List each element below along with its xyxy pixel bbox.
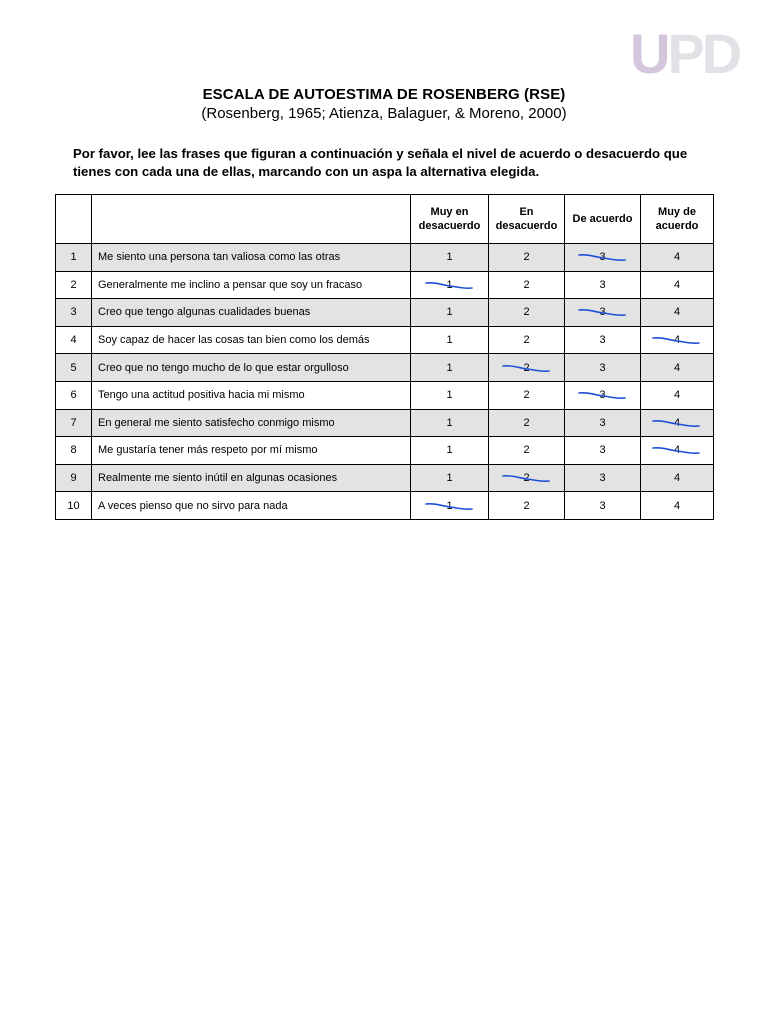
option-value: 1 <box>446 306 453 319</box>
option-cell-1[interactable] <box>411 492 489 520</box>
option-value: 2 <box>523 334 530 347</box>
option-value: 4 <box>673 361 681 374</box>
option-value: 4 <box>673 306 681 319</box>
logo-letters-pd: PD <box>667 22 740 85</box>
table-row <box>56 244 714 272</box>
table-row <box>56 492 714 520</box>
option-value: 3 <box>599 361 606 374</box>
row-number: 7 <box>56 409 92 437</box>
option-value: 2 <box>523 499 530 512</box>
option-cell-1[interactable] <box>411 326 489 354</box>
option-value: 2 <box>523 444 530 457</box>
table-row <box>56 409 714 437</box>
row-number: 6 <box>56 381 92 409</box>
row-number: 9 <box>56 464 92 492</box>
option-value: 1 <box>446 389 453 402</box>
table-row <box>56 381 714 409</box>
option-cell-4[interactable] <box>641 354 714 382</box>
option-value: 2 <box>523 361 530 374</box>
option-cell-1[interactable] <box>411 244 489 272</box>
row-number: 4 <box>56 326 92 354</box>
row-statement: Soy capaz de hacer las cosas tan bien como los demás <box>92 326 411 354</box>
header-number <box>56 195 92 244</box>
option-cell-3[interactable] <box>565 354 641 382</box>
option-value: 1 <box>446 472 453 485</box>
row-statement: Creo que tengo algunas cualidades buenas <box>92 299 411 327</box>
option-value: 3 <box>599 306 606 319</box>
option-cell-4[interactable] <box>641 437 714 465</box>
option-cell-1[interactable] <box>411 299 489 327</box>
table-row <box>56 354 714 382</box>
option-value: 1 <box>446 499 453 512</box>
option-value: 1 <box>446 444 453 457</box>
option-value: 4 <box>673 444 681 457</box>
header-col-1: Muy en desacuerdo <box>411 195 489 244</box>
option-cell-4[interactable] <box>641 381 714 409</box>
table-row <box>56 326 714 354</box>
option-value: 3 <box>599 499 606 512</box>
option-cell-4[interactable] <box>641 464 714 492</box>
option-value: 3 <box>599 472 606 485</box>
option-value: 1 <box>446 251 453 264</box>
option-value: 3 <box>599 444 606 457</box>
option-value: 2 <box>523 306 530 319</box>
option-cell-3[interactable] <box>565 244 641 272</box>
option-cell-2[interactable] <box>489 409 565 437</box>
row-statement: Tengo una actitud positiva hacia mi mismo <box>92 381 411 409</box>
option-value: 2 <box>523 472 530 485</box>
option-cell-2[interactable] <box>489 299 565 327</box>
option-cell-2[interactable] <box>489 326 565 354</box>
option-value: 1 <box>446 334 453 347</box>
option-cell-4[interactable] <box>641 492 714 520</box>
row-statement: Me gustaría tener más respeto por mí mismo <box>92 437 411 465</box>
header-col-4: Muy de acuerdo <box>641 195 714 244</box>
header-statement <box>92 195 411 244</box>
option-value: 3 <box>599 278 606 291</box>
option-value: 4 <box>673 278 681 291</box>
option-cell-4[interactable] <box>641 409 714 437</box>
option-value: 2 <box>523 251 530 264</box>
option-cell-1[interactable] <box>411 409 489 437</box>
option-cell-3[interactable] <box>565 437 641 465</box>
row-number: 2 <box>56 271 92 299</box>
rse-table <box>55 194 714 520</box>
option-cell-4[interactable] <box>641 326 714 354</box>
row-number: 5 <box>56 354 92 382</box>
row-number: 3 <box>56 299 92 327</box>
option-value: 4 <box>673 499 681 512</box>
option-value: 3 <box>599 251 606 264</box>
option-value: 2 <box>523 389 530 402</box>
option-value: 4 <box>673 334 681 347</box>
option-value: 3 <box>599 389 606 402</box>
option-cell-2[interactable] <box>489 244 565 272</box>
option-cell-2[interactable] <box>489 437 565 465</box>
option-cell-2[interactable] <box>489 464 565 492</box>
row-statement: Me siento una persona tan valiosa como las otras <box>92 244 411 272</box>
option-cell-1[interactable] <box>411 464 489 492</box>
row-statement: Realmente me siento inútil en algunas ocasiones <box>92 464 411 492</box>
option-cell-3[interactable] <box>565 326 641 354</box>
header-col-2: En desacuerdo <box>489 195 565 244</box>
row-number: 10 <box>56 492 92 520</box>
table-header-row <box>56 195 714 244</box>
option-value: 4 <box>673 389 681 402</box>
logo-letter-u: U <box>630 22 668 85</box>
row-statement: En general me siento satisfecho conmigo mismo <box>92 409 411 437</box>
option-value: 4 <box>673 472 681 485</box>
row-number: 1 <box>56 244 92 272</box>
option-value: 2 <box>523 416 530 429</box>
option-cell-1[interactable] <box>411 437 489 465</box>
page-subtitle: (Rosenberg, 1965; Atienza, Balaguer, & Moreno, 2000) <box>201 105 567 122</box>
table-row <box>56 271 714 299</box>
option-cell-1[interactable] <box>411 381 489 409</box>
option-cell-2[interactable] <box>489 271 565 299</box>
option-cell-4[interactable] <box>641 244 714 272</box>
upd-logo <box>630 22 740 85</box>
header-col-3: De acuerdo <box>565 195 641 244</box>
table-row <box>56 464 714 492</box>
option-cell-1[interactable] <box>411 354 489 382</box>
option-value: 4 <box>673 416 681 429</box>
table-row <box>56 299 714 327</box>
row-statement: Creo que no tengo mucho de lo que estar orgulloso <box>92 354 411 382</box>
option-cell-1[interactable] <box>411 271 489 299</box>
option-cell-4[interactable] <box>641 271 714 299</box>
option-cell-3[interactable] <box>565 299 641 327</box>
option-value: 4 <box>673 251 681 264</box>
option-cell-2[interactable] <box>489 354 565 382</box>
option-cell-2[interactable] <box>489 381 565 409</box>
table-row <box>56 437 714 465</box>
option-value: 1 <box>446 416 453 429</box>
option-value: 3 <box>599 334 606 347</box>
option-value: 2 <box>523 278 530 291</box>
option-value: 1 <box>446 278 453 291</box>
option-cell-3[interactable] <box>565 492 641 520</box>
option-value: 1 <box>446 361 453 374</box>
option-cell-3[interactable] <box>565 271 641 299</box>
row-statement: Generalmente me inclino a pensar que soy un fracaso <box>92 271 411 299</box>
option-value: 3 <box>599 416 606 429</box>
option-cell-3[interactable] <box>565 409 641 437</box>
option-cell-4[interactable] <box>641 299 714 327</box>
instructions-text: Por favor, lee las frases que figuran a continuación y señala el nivel de acuerdo o desacuerdo que tienes con cada una de ellas, marcando con un aspa la alternativa elegida. <box>73 146 688 179</box>
option-cell-3[interactable] <box>565 464 641 492</box>
page-title: ESCALA DE AUTOESTIMA DE ROSENBERG (RSE) <box>202 86 566 103</box>
option-cell-2[interactable] <box>489 492 565 520</box>
option-cell-3[interactable] <box>565 381 641 409</box>
row-number: 8 <box>56 437 92 465</box>
row-statement: A veces pienso que no sirvo para nada <box>92 492 411 520</box>
